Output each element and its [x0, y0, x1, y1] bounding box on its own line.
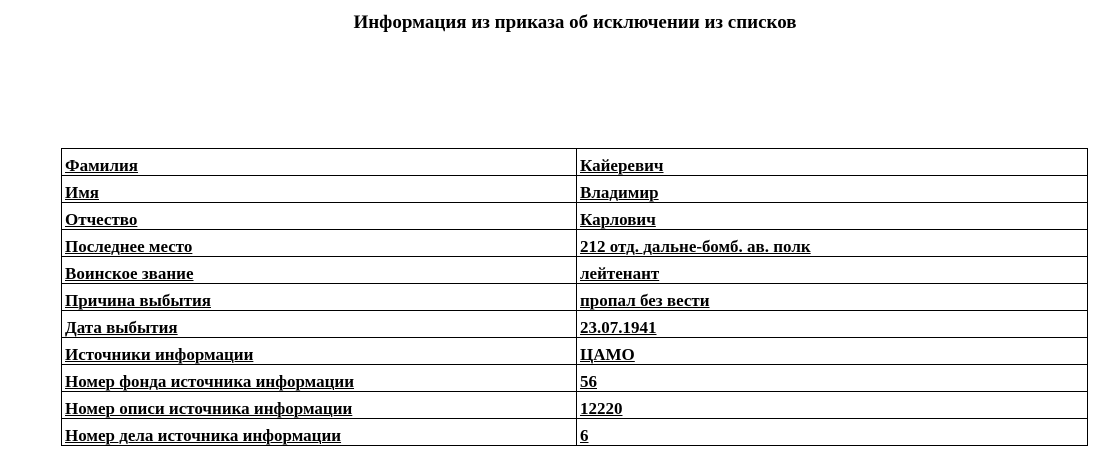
page-title: Информация из приказа об исключении из списков — [353, 12, 797, 33]
table-row-inventory-number — [62, 392, 1088, 419]
military-rank-value: лейтенант — [577, 257, 1088, 284]
table-row-last-name — [62, 149, 1088, 176]
reason-value: пропал без вести — [577, 284, 1088, 311]
table-row-last-place — [62, 230, 1088, 257]
last-place-value: 212 отд. дальне-бомб. ав. полк — [577, 230, 1088, 257]
reason-label: Причина выбытия — [62, 284, 577, 311]
inventory-number-label: Номер описи источника информации — [62, 392, 577, 419]
last-name-label: Фамилия — [62, 149, 577, 176]
table-row-patronymic — [62, 203, 1088, 230]
sources-label: Источники информации — [62, 338, 577, 365]
military-rank-label: Воинское звание — [62, 257, 577, 284]
table-row-fund-number — [62, 365, 1088, 392]
file-number-label: Номер дела источника информации — [62, 419, 577, 446]
patronymic-value: Карлович — [577, 203, 1088, 230]
table-row-military-rank — [62, 257, 1088, 284]
first-name-label: Имя — [62, 176, 577, 203]
date-label: Дата выбытия — [62, 311, 577, 338]
table-row-reason — [62, 284, 1088, 311]
first-name-value: Владимир — [577, 176, 1088, 203]
table-row-file-number — [62, 419, 1088, 446]
sources-value: ЦАМО — [577, 338, 1088, 365]
last-name-value: Кайеревич — [577, 149, 1088, 176]
fund-number-label: Номер фонда источника информации — [62, 365, 577, 392]
info-table — [61, 148, 1088, 446]
table-row-sources — [62, 338, 1088, 365]
patronymic-label: Отчество — [62, 203, 577, 230]
table-row-date — [62, 311, 1088, 338]
date-value: 23.07.1941 — [577, 311, 1088, 338]
last-place-label: Последнее место — [62, 230, 577, 257]
table-row-first-name — [62, 176, 1088, 203]
fund-number-value: 56 — [577, 365, 1088, 392]
inventory-number-value: 12220 — [577, 392, 1088, 419]
file-number-value: 6 — [577, 419, 1088, 446]
